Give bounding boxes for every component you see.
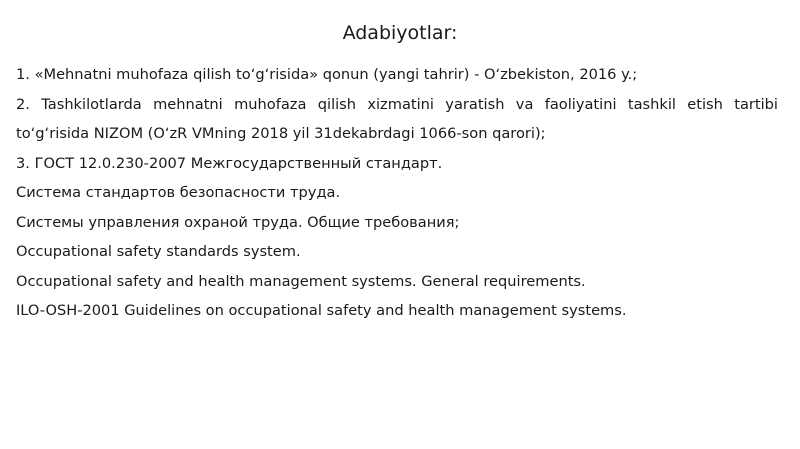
references-list: [16, 60, 778, 326]
reference-line-6: Системы управления охраной труда. Общие требования;: [16, 213, 460, 231]
reference-line-9: ILO-OSH-2001 Guidelines on occupational safety and health management systems.: [16, 302, 627, 319]
reference-line-5: Система стандартов безопасности труда.: [16, 184, 341, 201]
reference-line-2: 2. Tashkilotlarda mehnatni muhofaza qilish xizmatini yaratish va faoliyatini tashkil etish tartibi: [16, 95, 778, 113]
reference-line-1: 1. «Mehnatni muhofaza qilish to‘g‘risida» qonun (yangi tahrir) - O‘zbekiston, 2016 y.;: [16, 66, 638, 83]
slide-title: Adabiyotlar:: [342, 22, 458, 44]
reference-line-3: to‘g‘risida NIZOM (O‘zR VMning 2018 yil 31dekabrdagi 1066-son qarori);: [16, 125, 546, 142]
reference-line-7: Occupational safety standards system.: [16, 243, 301, 260]
reference-line-8: Occupational safety and health management systems. General requirements.: [16, 272, 586, 290]
reference-line-4: 3. ГОСТ 12.0.230-2007 Межгосударственный стандарт.: [16, 154, 443, 172]
